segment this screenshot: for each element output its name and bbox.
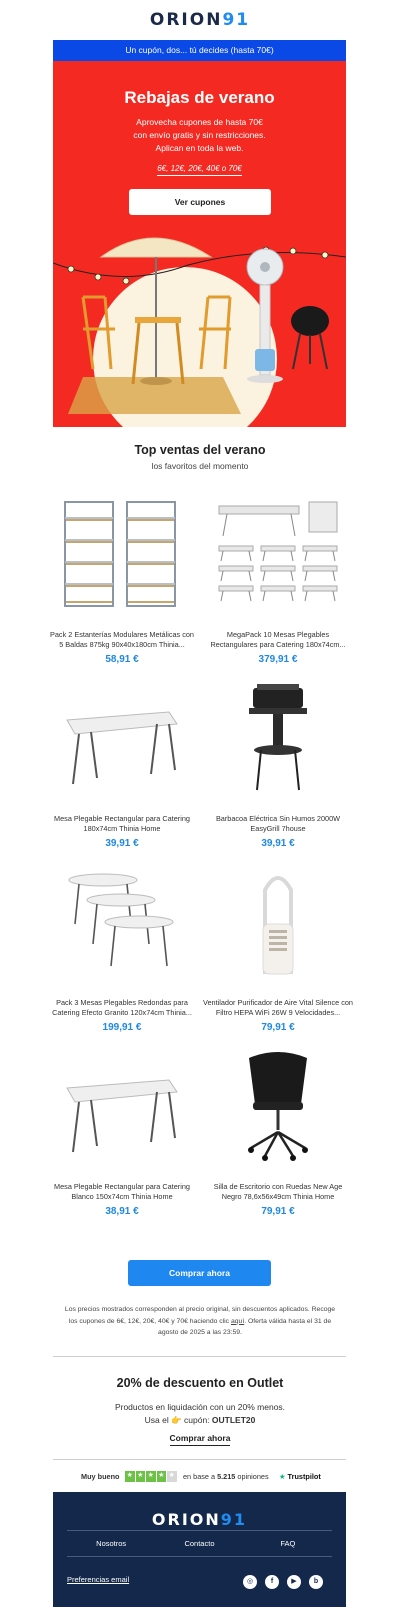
star-icon: ★: [136, 1471, 146, 1482]
rating-label: Muy bueno: [81, 1472, 120, 1481]
product-price: 39,91 €: [105, 838, 139, 849]
hero-text-line: con envío gratis y sin restricciones.: [133, 130, 266, 140]
footer-link-faq[interactable]: FAQ: [280, 1539, 296, 1548]
logo-number: 91: [222, 10, 251, 30]
legal-text: Los precios mostrados corresponden al precio original, sin descuentos aplicados. Recoge los cupones de 6€, 12€, 20€, 40€ y 70€ haciendo clic: [64, 1306, 336, 1325]
product-card[interactable]: [203, 1048, 353, 1217]
trustpilot-rating[interactable]: [53, 1470, 346, 1484]
outlet-text: [0, 1401, 400, 1427]
brand-logo[interactable]: [0, 10, 400, 30]
product-card[interactable]: [47, 864, 197, 1033]
footer-link-contacto[interactable]: Contacto: [184, 1539, 215, 1548]
star-icon: ★: [157, 1471, 167, 1482]
hero-text-line: Aprovecha cupones de hasta 70€: [136, 117, 263, 127]
footer-logo[interactable]: ORION91: [151, 1510, 248, 1529]
product-image[interactable]: [213, 680, 343, 798]
product-price: 39,91 €: [261, 838, 295, 849]
product-price: 199,91 €: [102, 1022, 142, 1033]
product-name[interactable]: MegaPack 10 Mesas Plegables Rectangulares para Catering 180x74cm...: [210, 630, 346, 649]
email-preferences-link[interactable]: Preferencias email: [67, 1575, 130, 1584]
review-count: en base a 5.215 opiniones: [183, 1472, 269, 1481]
product-card[interactable]: [47, 1048, 197, 1217]
product-price: 38,91 €: [105, 1206, 139, 1217]
coupon-code: OUTLET20: [211, 1415, 256, 1425]
shelving-icon: [57, 496, 187, 614]
coupon-amounts: 6€, 12€, 20€, 40€ o 70€: [53, 164, 346, 173]
coupons-link[interactable]: aquí: [230, 1317, 245, 1325]
star-icon: ★: [125, 1471, 135, 1482]
product-name[interactable]: Pack 3 Mesas Plegables Redondas para Catering Efecto Granito 120x74cm Thinia...: [52, 998, 192, 1017]
product-name[interactable]: Ventilador Purificador de Aire Vital Silence con Filtro HEPA WiFi 26W 9 Velocidades...: [203, 998, 353, 1017]
top-sales-subtitle: los favoritos del momento: [151, 461, 249, 471]
product-name[interactable]: Silla de Escritorio con Ruedas New Age Negro 78,6x56x49cm Thinia Home: [213, 1182, 343, 1201]
outlet-title: 20% de descuento en Outlet: [116, 1376, 284, 1390]
hero-banner[interactable]: [53, 61, 346, 427]
hero-text: [53, 116, 346, 155]
trustpilot-logo: ★ Trustpilot: [279, 1472, 321, 1481]
product-price: 79,91 €: [261, 1206, 295, 1217]
footer-divider: [67, 1530, 332, 1531]
electric-grill-icon: [213, 680, 343, 798]
product-name[interactable]: Mesa Plegable Rectangular para Catering Blanco 150x74cm Thinia Home: [54, 1182, 190, 1201]
tables-pack-icon: [213, 496, 343, 614]
product-price: 58,91 €: [105, 654, 139, 665]
footer: [53, 1492, 346, 1607]
folding-table-icon: [57, 1048, 187, 1166]
summer-furniture-illustration: [53, 219, 346, 427]
trustpilot-star-icon: ★: [279, 1472, 286, 1481]
product-name[interactable]: Mesa Plegable Rectangular para Catering 180x74cm Thinia Home: [54, 814, 190, 833]
office-chair-icon: [213, 1048, 343, 1166]
outlet-text-line: Productos en liquidación con un 20% menos.: [114, 1402, 286, 1412]
product-name[interactable]: Barbacoa Eléctrica Sin Humos 2000W EasyGrill 7house: [215, 814, 341, 833]
product-price: 379,91 €: [258, 654, 298, 665]
instagram-icon[interactable]: ◎: [243, 1575, 257, 1589]
product-card[interactable]: [203, 680, 353, 849]
divider: [53, 1356, 346, 1357]
promo-bar[interactable]: Un cupón, dos... tú decides (hasta 70€): [53, 40, 346, 61]
star-icon: ★: [167, 1471, 177, 1482]
folding-table-icon: [57, 680, 187, 798]
purifier-fan-icon: [213, 864, 343, 982]
product-image[interactable]: [57, 496, 187, 614]
hero-title: Rebajas de verano: [124, 88, 275, 107]
youtube-icon[interactable]: ▶: [287, 1575, 301, 1589]
footer-link-nosotros[interactable]: Nosotros: [96, 1539, 127, 1548]
product-card[interactable]: [47, 496, 197, 665]
buy-now-button[interactable]: Comprar ahora: [128, 1260, 271, 1286]
legal-notice: [60, 1304, 340, 1339]
product-name[interactable]: Pack 2 Estanterías Modulares Metálicas con 5 Baldas 875kg 90x40x180cm Thinia...: [50, 630, 194, 649]
view-coupons-button[interactable]: Ver cupones: [129, 189, 271, 215]
footer-nav: [67, 1539, 332, 1548]
star-icon: ★: [146, 1471, 156, 1482]
rating-stars: [125, 1471, 177, 1482]
product-card[interactable]: [203, 864, 353, 1033]
product-image[interactable]: [57, 680, 187, 798]
product-image[interactable]: [213, 496, 343, 614]
outlet-text-line: Usa el 👉 cupón:: [144, 1415, 212, 1425]
legal-text: . Oferta válida hasta el 31 de agosto de 2025 a las 23:59.: [158, 1317, 332, 1336]
outlet-shop-link[interactable]: Comprar ahora: [0, 1433, 400, 1443]
round-tables-icon: [57, 864, 187, 982]
product-card[interactable]: [203, 496, 353, 665]
product-card[interactable]: [47, 680, 197, 849]
product-price: 79,91 €: [261, 1022, 295, 1033]
footer-divider: [67, 1556, 332, 1557]
product-image[interactable]: [57, 864, 187, 982]
facebook-icon[interactable]: f: [265, 1575, 279, 1589]
product-image[interactable]: [213, 1048, 343, 1166]
social-links: [243, 1575, 323, 1589]
blog-icon[interactable]: b: [309, 1575, 323, 1589]
top-sales-title: Top ventas del verano: [134, 443, 266, 457]
hero-text-line: Aplican en toda la web.: [155, 143, 244, 153]
logo-text: ORION: [149, 10, 223, 30]
product-image[interactable]: [213, 864, 343, 982]
product-image[interactable]: [57, 1048, 187, 1166]
divider: [53, 1459, 346, 1460]
